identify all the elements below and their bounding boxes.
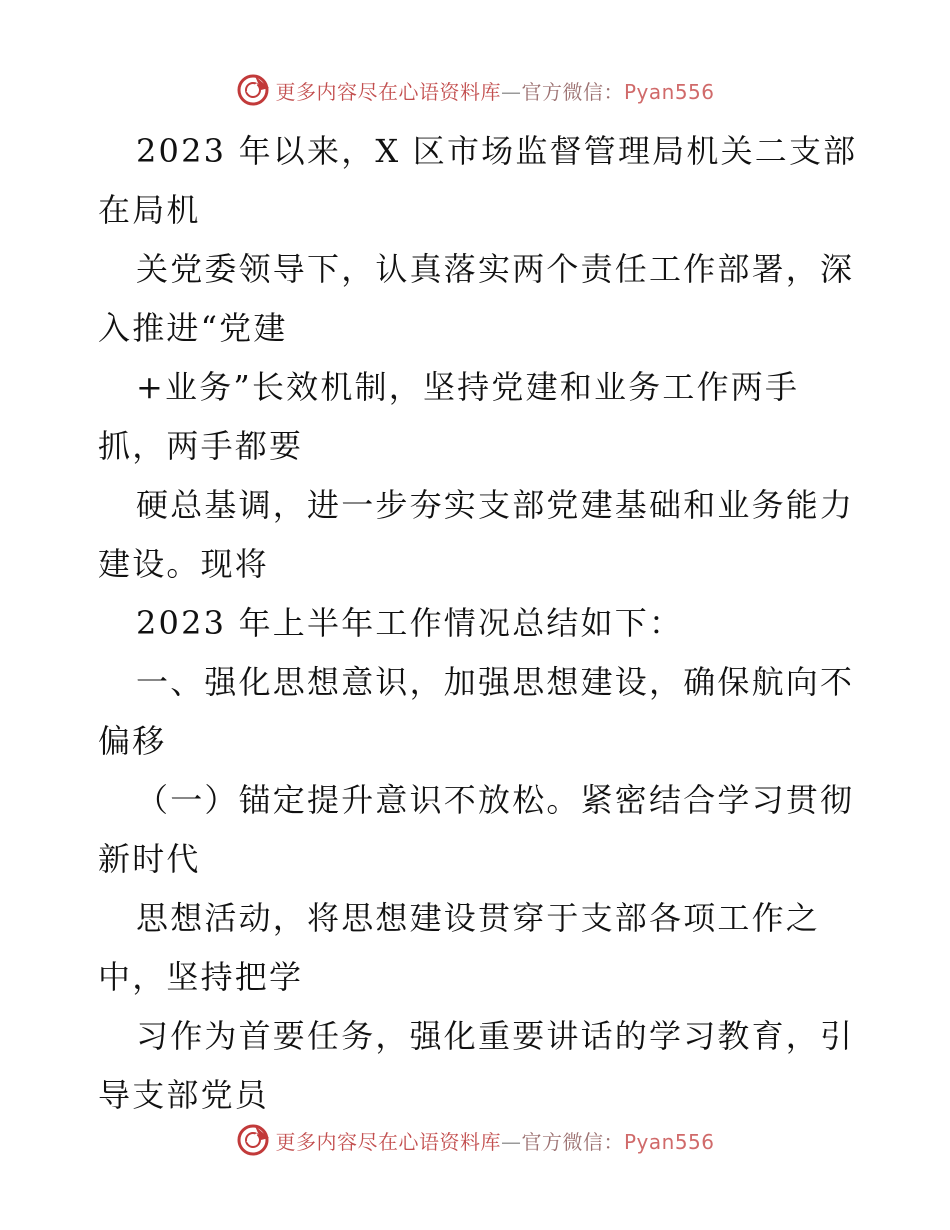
paragraph-line: 偏移: [98, 722, 167, 760]
banner-dash: —: [500, 79, 522, 104]
banner-label: 官方微信：: [521, 1129, 624, 1154]
paragraph-line: 中，坚持把学: [98, 958, 304, 996]
paragraph-line: 在局机: [98, 191, 201, 229]
paragraph-line: +业务”长效机制，坚持党建和业务工作两手: [136, 368, 800, 406]
paragraph-line: 思想活动，将思想建设贯穿于支部各项工作之: [136, 899, 821, 937]
banner-wechat-id: Pyan556: [623, 1129, 715, 1154]
paragraph-line: 一、强化思想意识，加强思想建设，确保航向不: [136, 663, 855, 701]
paragraph-line: 习作为首要任务，强化重要讲话的学习教育，引: [136, 1017, 855, 1055]
paragraph-line: 2023 年上半年工作情况总结如下：: [136, 604, 684, 642]
header-banner: [0, 68, 950, 112]
logo-icon: [235, 1122, 271, 1158]
paragraph-line: 2023 年以来，X 区市场监督管理局机关二支部: [136, 132, 858, 170]
paragraph-line: 抓，两手都要: [98, 427, 304, 465]
banner-main-text: 更多内容尽在心语资料库: [275, 1129, 501, 1154]
footer-banner: [0, 1118, 950, 1162]
paragraph-line: 硬总基调，进一步夯实支部党建基础和业务能力: [136, 486, 855, 524]
paragraph-line: 关党委领导下，认真落实两个责任工作部署，深: [136, 250, 855, 288]
banner-main-text: 更多内容尽在心语资料库: [275, 79, 501, 104]
banner-wechat-id: Pyan556: [623, 79, 715, 104]
banner-dash: —: [500, 1129, 522, 1154]
document-body: [98, 122, 858, 1125]
paragraph-line: 导支部党员: [98, 1076, 270, 1114]
paragraph-line: 建设。现将: [98, 545, 270, 583]
banner-label: 官方微信：: [521, 79, 624, 104]
logo-icon: [235, 72, 271, 108]
paragraph-line: 入推进“党建: [98, 309, 288, 347]
paragraph-line: 新时代: [98, 840, 201, 878]
paragraph-line: （一）锚定提升意识不放松。紧密结合学习贯彻: [136, 781, 855, 819]
